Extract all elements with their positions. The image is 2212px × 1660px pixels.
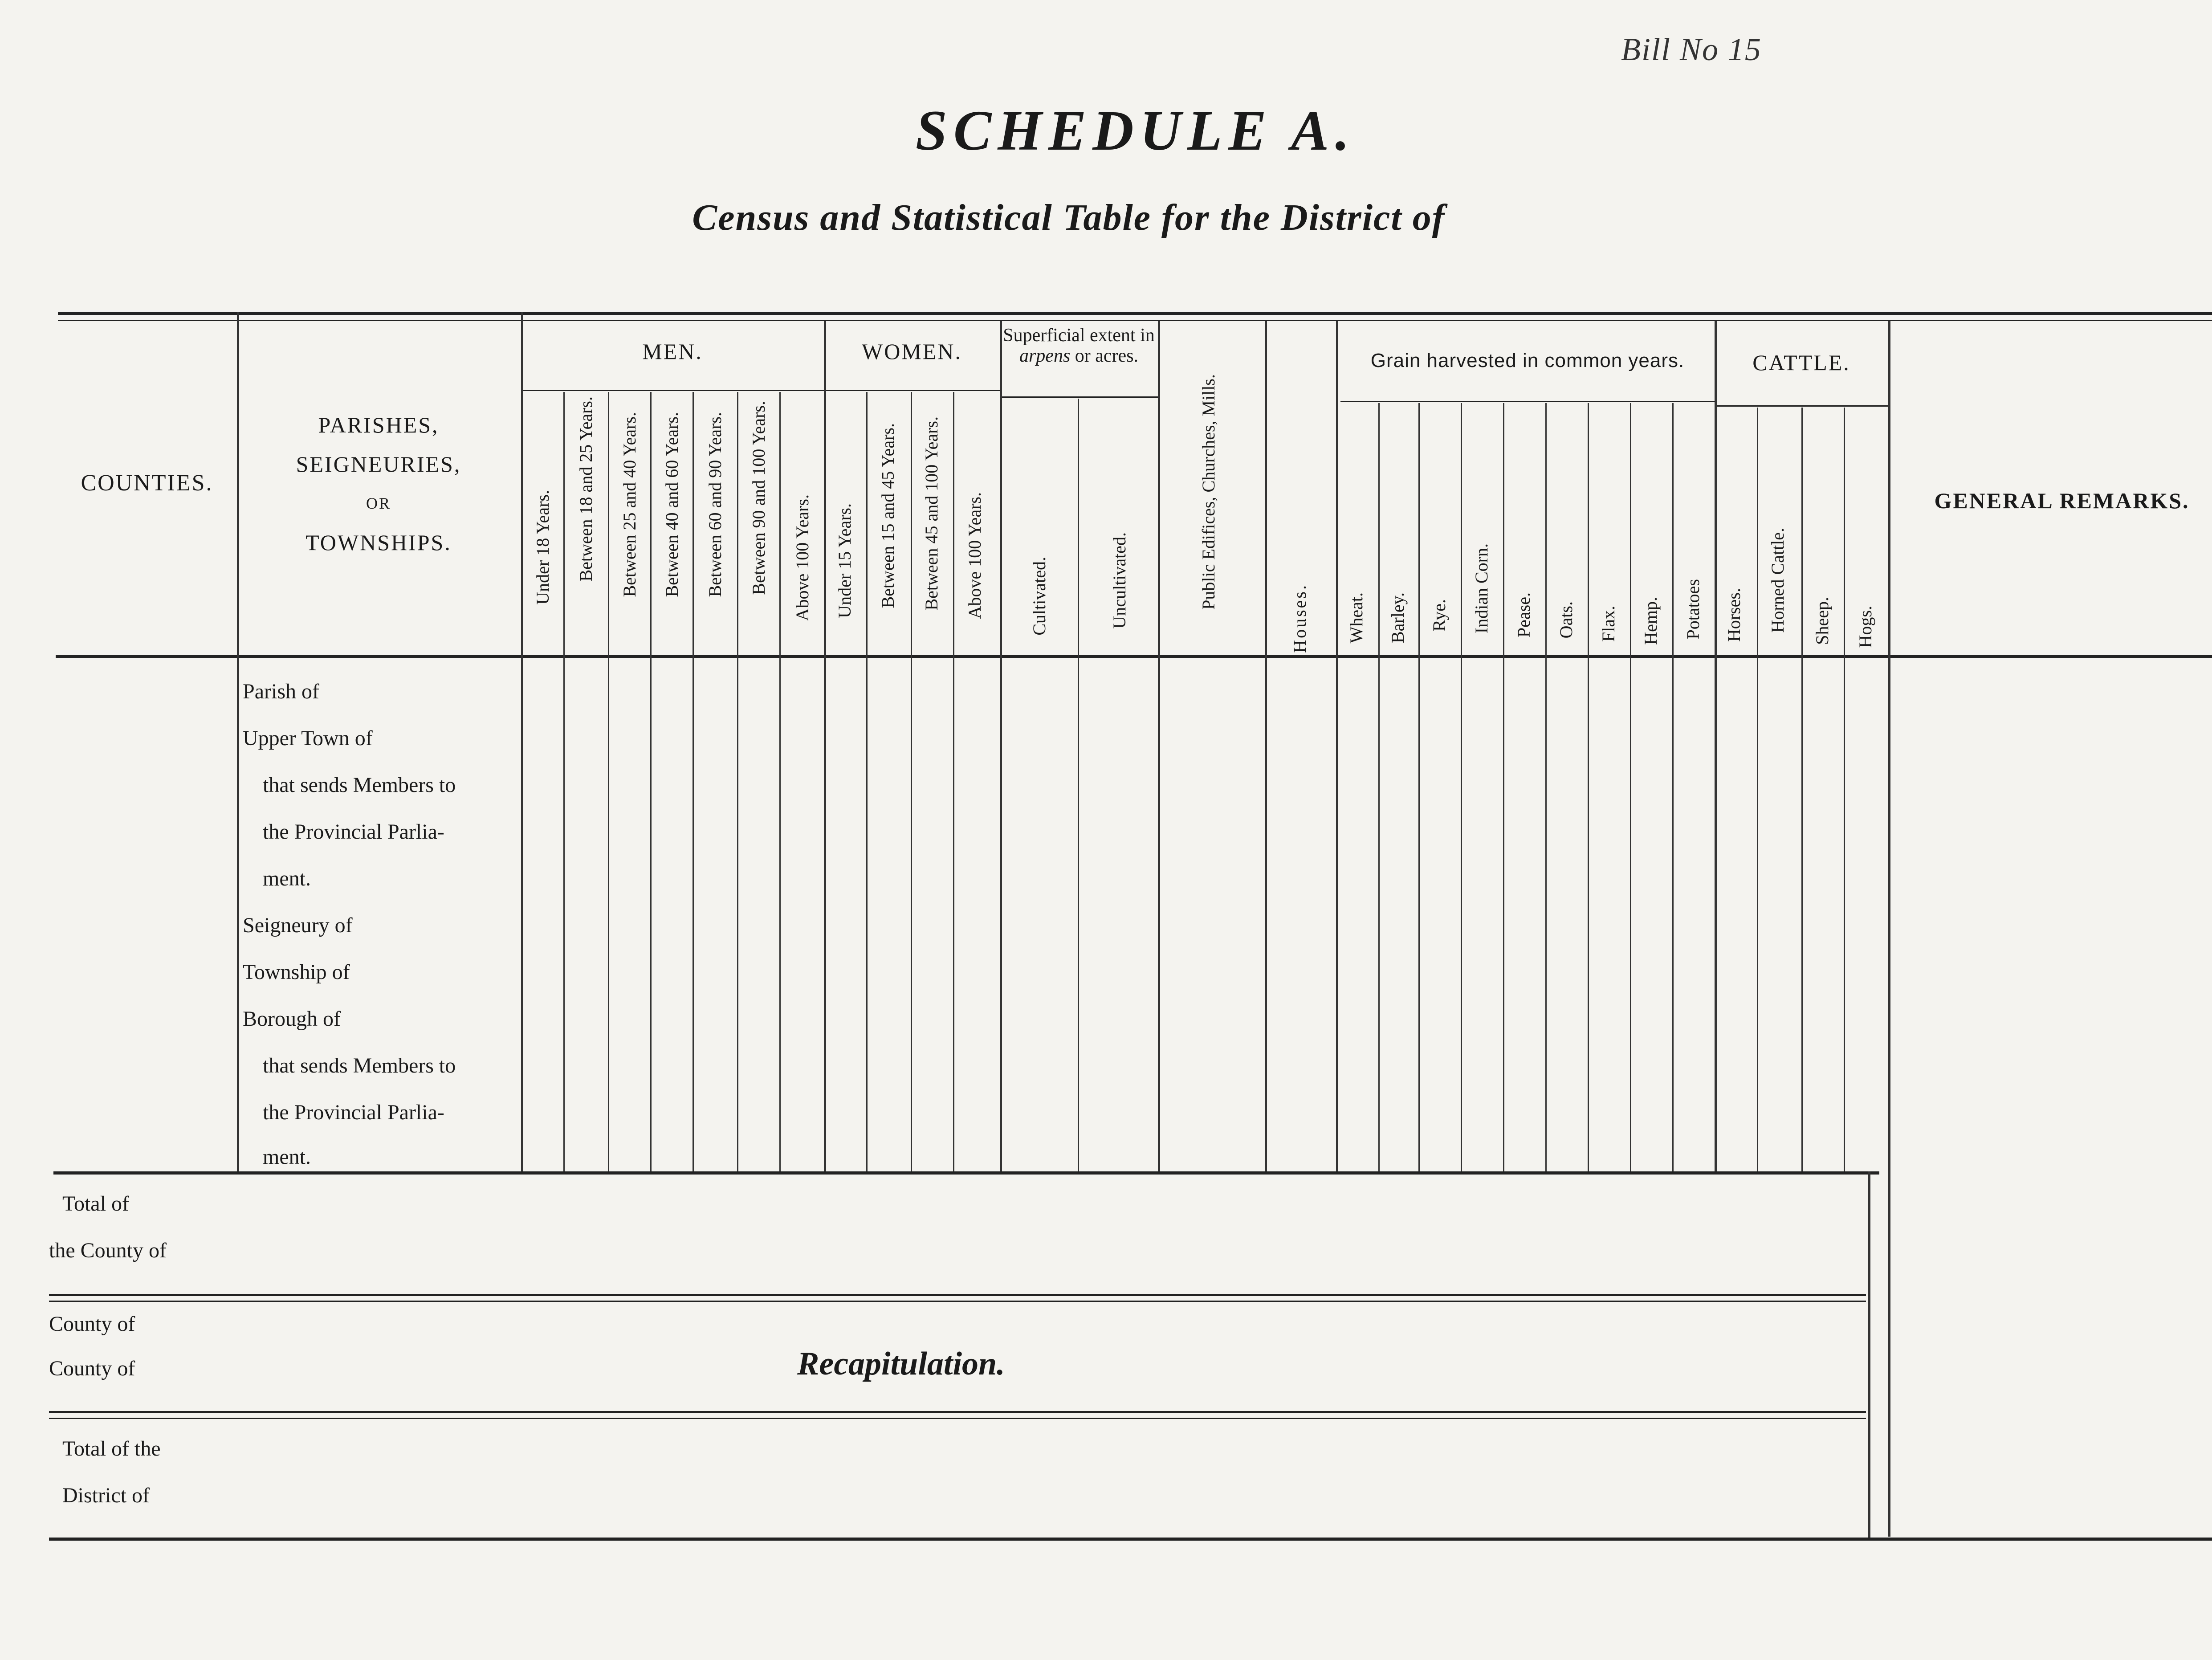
table-bottom-rule (49, 1538, 2212, 1541)
header-cattle-col: Hogs. (1855, 606, 1875, 648)
totals-right-edge (1868, 1171, 1870, 1538)
grain-col-line (1672, 403, 1674, 1171)
header-men-col: Between 40 and 60 Years. (662, 412, 682, 597)
table-top-rule (58, 312, 2212, 315)
header-grain-col: Indian Corn. (1471, 543, 1491, 634)
cattle-col-line (1801, 408, 1803, 1171)
row-label-members: that sends Members to (263, 773, 456, 797)
header-grain-col: Potatoes (1683, 579, 1703, 640)
men-group-rule (521, 390, 824, 391)
header-grain-col: Hemp. (1641, 597, 1661, 645)
total-county-label: Total of (62, 1192, 129, 1215)
header-men-col: Between 18 and 25 Years. (576, 396, 596, 582)
header-cattle-group: CATTLE. (1752, 350, 1850, 375)
women-col-line (866, 392, 868, 1171)
men-col-line (779, 392, 781, 1171)
extent-label-em: arpens (1019, 346, 1071, 366)
row-label-members: that sends Members to (263, 1054, 456, 1077)
header-women-col: Between 15 and 45 Years. (878, 423, 898, 608)
page-title: SCHEDULE A. (915, 99, 1356, 162)
grain-col-line (1630, 403, 1631, 1171)
handwritten-bill-number: Bill No 15 (1621, 32, 1762, 67)
header-extent-col: Cultivated. (1029, 557, 1049, 636)
col-divider-parishes (521, 312, 523, 1171)
header-extent-group (1000, 325, 1158, 366)
header-general-remarks: GENERAL REMARKS. (1934, 488, 2190, 513)
grain-col-line (1378, 403, 1380, 1171)
header-cattle-col: Horned Cattle. (1768, 528, 1788, 633)
header-parishes-line: PARISHES, (318, 412, 439, 437)
header-grain-col: Flax. (1598, 606, 1618, 642)
row-label-ment: ment. (263, 867, 311, 890)
header-parishes-line: TOWNSHIPS. (306, 530, 452, 555)
header-grain-col: Oats. (1556, 601, 1576, 639)
col-divider-women (1000, 321, 1002, 1171)
header-grain-col: Barley. (1388, 592, 1408, 644)
totals-rule-2b (49, 1418, 1866, 1419)
men-col-line (737, 392, 738, 1171)
totals-rule-1b (49, 1301, 1866, 1302)
women-group-rule (824, 390, 1000, 391)
men-col-line (650, 392, 652, 1171)
header-cattle-col: Sheep. (1812, 597, 1832, 645)
header-women-col: Under 15 Years. (835, 503, 855, 618)
row-label-parish: Parish of (243, 680, 319, 703)
col-divider-grain (1715, 321, 1717, 1171)
header-public-edifices: Public Edifices, Churches, Mills. (1198, 374, 1218, 610)
grain-col-line (1588, 403, 1589, 1171)
header-parishes-line: SEIGNEURIES, (296, 452, 461, 477)
row-label-upper-town: Upper Town of (243, 726, 373, 750)
women-col-line (911, 392, 912, 1171)
cattle-col-line (1844, 408, 1845, 1171)
header-grain-col: Wheat. (1346, 592, 1366, 644)
extent-label-pre: Superficial extent in (1003, 325, 1155, 346)
county-row-label: County of (49, 1357, 135, 1380)
row-label-ment: ment. (263, 1145, 311, 1169)
extent-col-line (1078, 399, 1079, 1171)
total-district-label: District of (62, 1484, 150, 1507)
cattle-group-rule (1715, 405, 1888, 407)
grain-col-line (1418, 403, 1420, 1171)
header-women-group: WOMEN. (862, 339, 962, 364)
col-divider-cattle (1888, 321, 1890, 1537)
col-divider-extent (1158, 321, 1160, 1171)
col-divider-men (824, 321, 826, 1171)
header-men-group: MEN. (642, 339, 703, 364)
header-men-col: Between 25 and 40 Years. (619, 412, 640, 597)
row-label-township: Township of (243, 960, 350, 984)
header-extent-col: Uncultivated. (1109, 532, 1129, 629)
header-parishes (240, 405, 517, 562)
grain-col-line (1545, 403, 1547, 1171)
men-col-line (693, 392, 694, 1171)
men-col-line (563, 392, 565, 1171)
row-label-borough: Borough of (243, 1007, 341, 1031)
header-men-col: Under 18 Years. (533, 490, 553, 605)
recapitulation-heading: Recapitulation. (797, 1346, 1005, 1382)
total-district-label: Total of the (62, 1437, 161, 1460)
header-parishes-line: OR (366, 494, 391, 512)
col-divider-counties (237, 312, 239, 1171)
header-men-col: Between 60 and 90 Years. (705, 412, 725, 597)
total-county-label: the County of (49, 1239, 167, 1262)
grain-col-line (1461, 403, 1462, 1171)
col-divider-houses (1336, 321, 1338, 1171)
totals-rule-2 (49, 1411, 1866, 1413)
grain-col-line (1503, 403, 1504, 1171)
extent-label-post: or acres. (1075, 346, 1139, 366)
row-label-parliament: the Provincial Parlia- (263, 1101, 444, 1124)
header-grain-col: Pease. (1514, 592, 1534, 638)
col-divider-public (1265, 321, 1267, 1171)
women-col-line (953, 392, 954, 1171)
header-women-col: Between 45 and 100 Years. (921, 416, 941, 611)
header-grain-col: Rye. (1429, 599, 1449, 632)
header-grain-group: Grain harvested in common years. (1370, 350, 1685, 371)
cattle-col-line (1757, 408, 1758, 1171)
header-women-col: Above 100 Years. (965, 492, 985, 619)
row-label-parliament: the Provincial Parlia- (263, 820, 444, 844)
county-row-label: County of (49, 1312, 135, 1336)
totals-rule-1 (49, 1294, 1866, 1296)
header-houses: Houses. (1290, 583, 1310, 653)
header-men-col: Above 100 Years. (792, 494, 812, 621)
header-men-col: Between 90 and 100 Years. (749, 401, 769, 595)
extent-group-rule (1000, 396, 1158, 398)
header-counties: COUNTIES. (81, 470, 213, 496)
data-bottom-rule (53, 1171, 1879, 1175)
header-cattle-col: Horses. (1724, 588, 1744, 642)
grain-group-rule (1340, 401, 1715, 402)
page-subtitle: Census and Statistical Table for the District of (692, 197, 1446, 238)
row-label-seigneury: Seigneury of (243, 914, 353, 937)
men-col-line (608, 392, 609, 1171)
